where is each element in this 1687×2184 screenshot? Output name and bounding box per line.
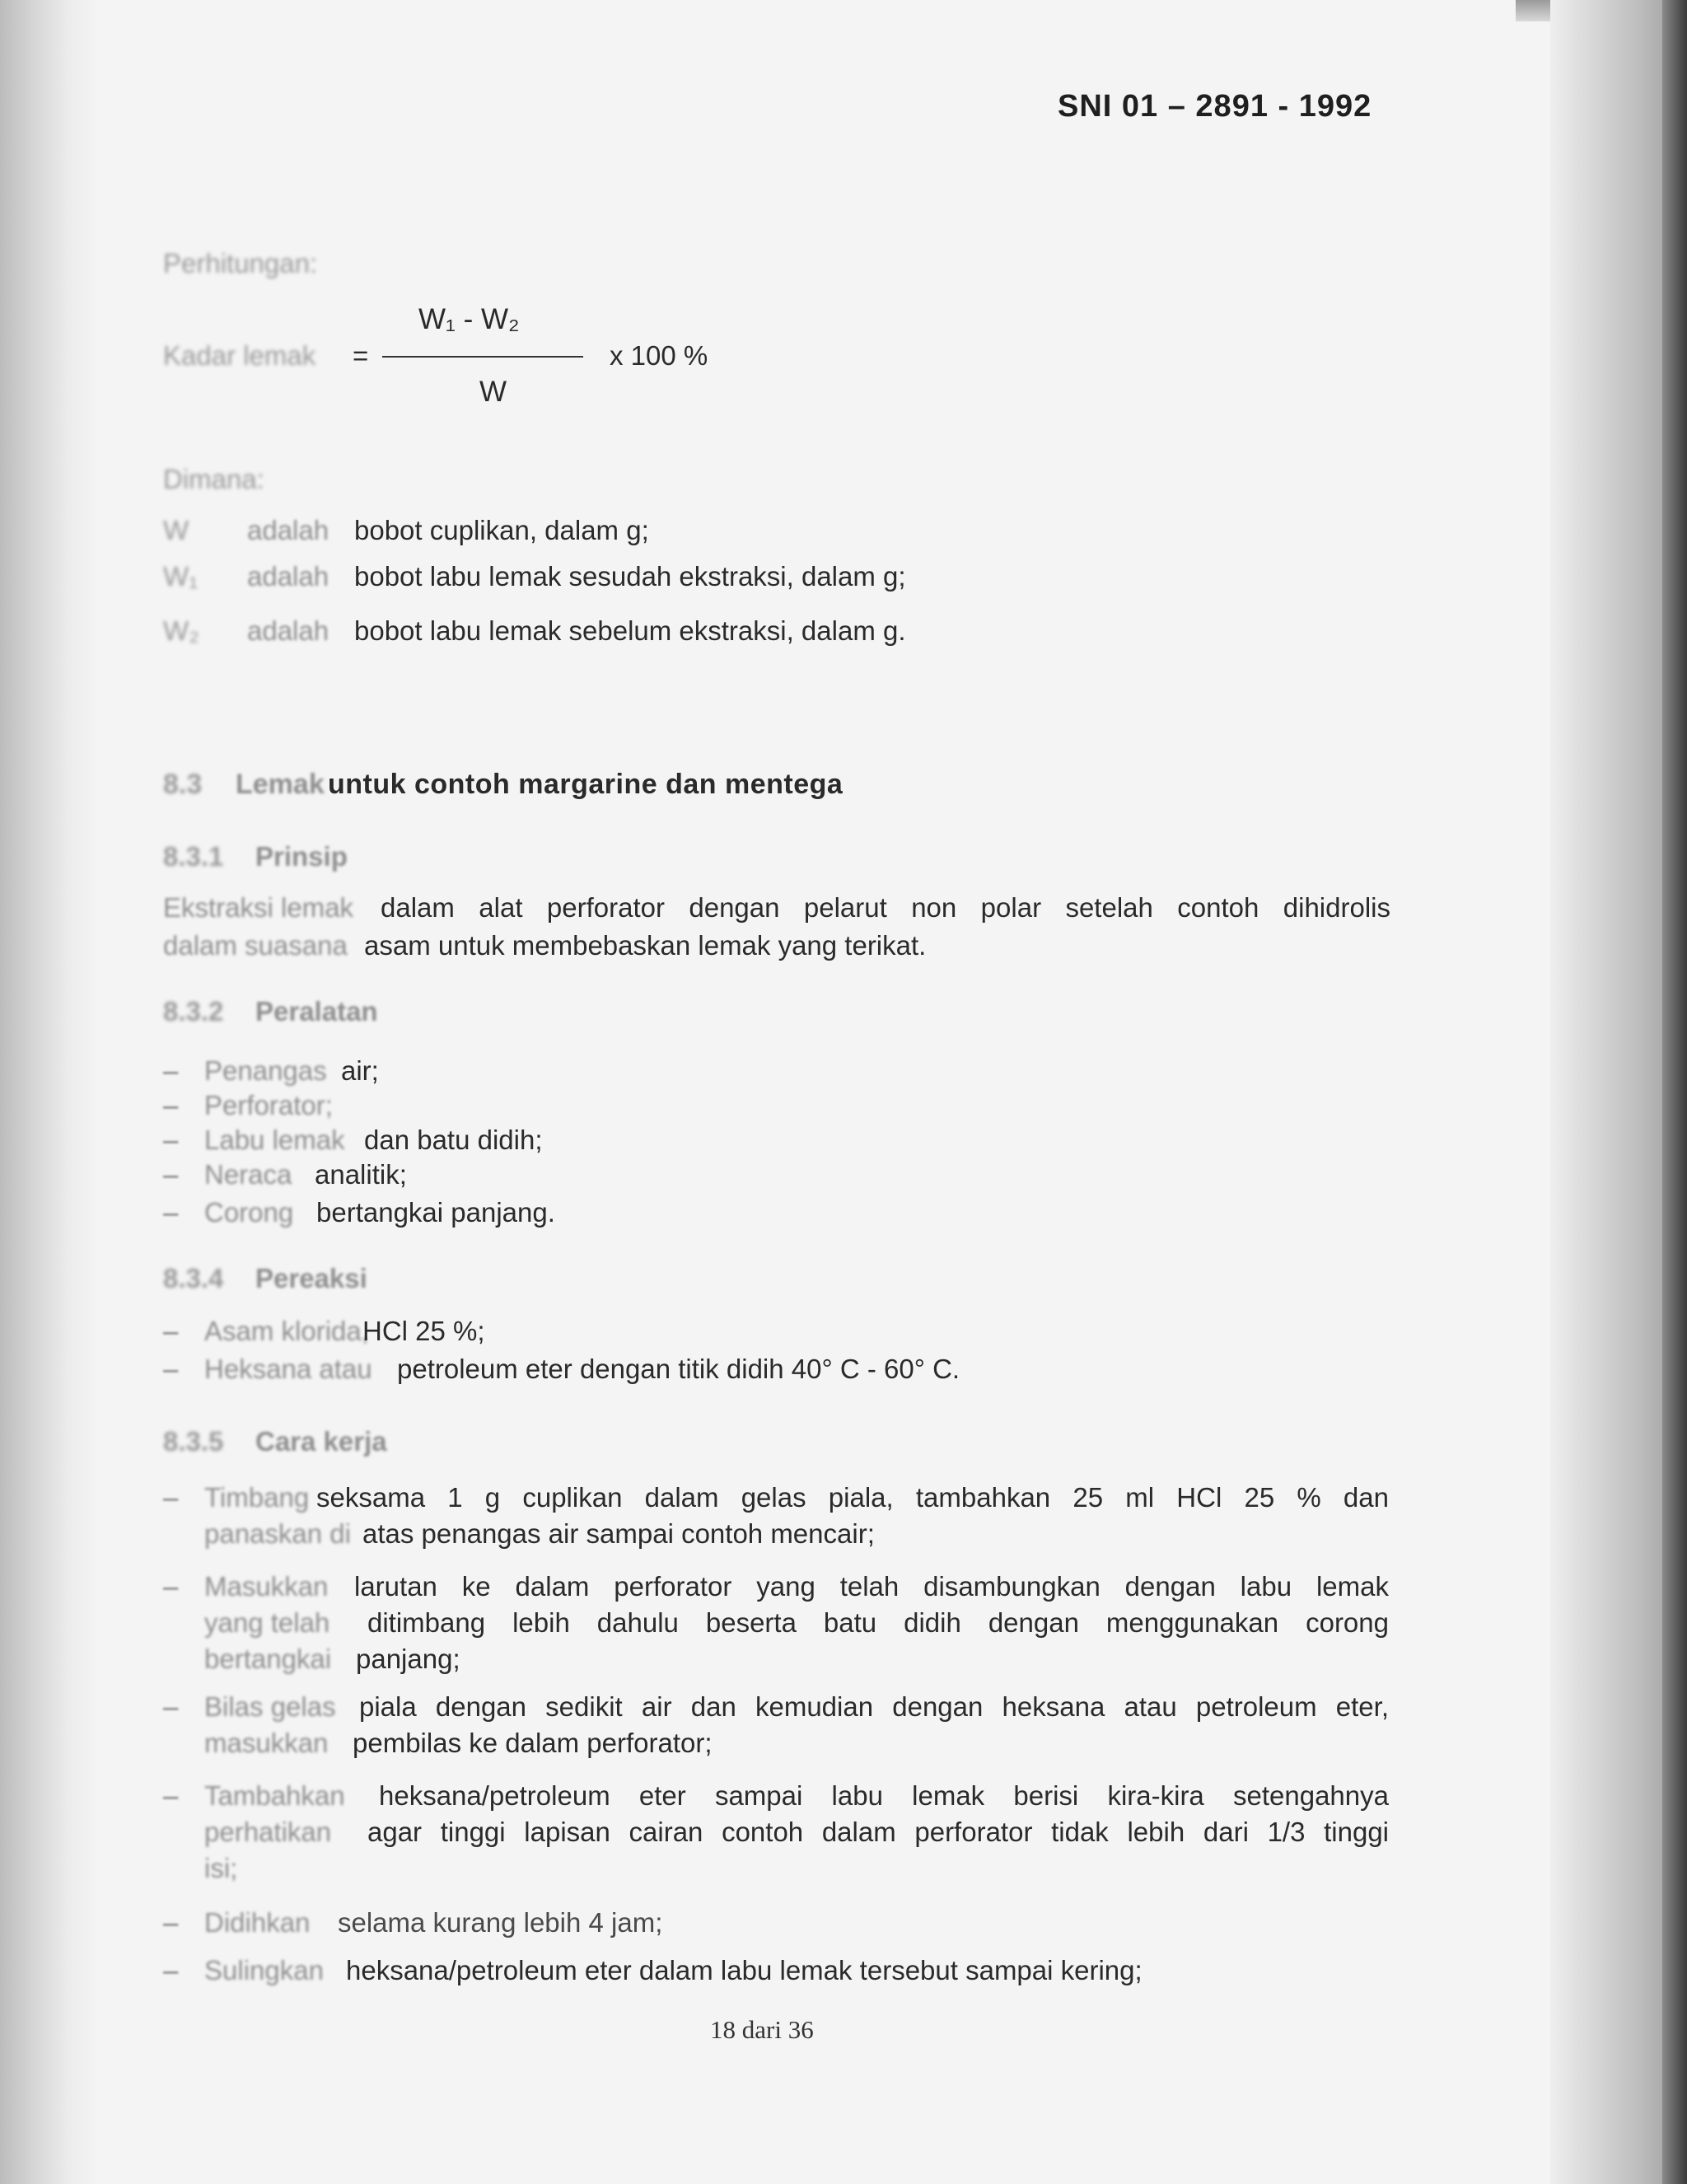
list-item-faded: Neraca bbox=[204, 1159, 292, 1190]
step-line-faded: Tambahkan bbox=[204, 1780, 345, 1811]
where-adalah: adalah bbox=[247, 561, 329, 592]
list-item-faded: Corong bbox=[204, 1197, 294, 1228]
list-item-faded: Perforator; bbox=[204, 1090, 333, 1120]
step-line bbox=[367, 1816, 1389, 1849]
list-item-text: dan batu didih; bbox=[364, 1125, 543, 1155]
list-dash: – bbox=[163, 1159, 179, 1190]
calc-heading: Perhitungan: bbox=[163, 248, 318, 278]
page-number: 18 dari 36 bbox=[710, 2015, 814, 2044]
list-dash: – bbox=[163, 1482, 179, 1513]
list-dash: – bbox=[163, 1125, 179, 1155]
step-line-text: larutan ke dalam perforator yang telah disambungkan dengan labu lemak bbox=[354, 1571, 1389, 1602]
prinsip-line2-faded: dalam suasana bbox=[163, 930, 348, 961]
step-line bbox=[354, 1570, 1389, 1603]
list-item-text: air; bbox=[341, 1055, 379, 1086]
formula-lhs: Kadar lemak bbox=[163, 340, 316, 371]
step-line: atas penangas air sampai contoh mencair; bbox=[362, 1518, 875, 1549]
subsection-number: 8.3.4 bbox=[163, 1263, 224, 1293]
prinsip-line2: asam untuk membebaskan lemak yang terikat. bbox=[364, 930, 927, 961]
list-dash: – bbox=[163, 1907, 179, 1938]
list-dash: – bbox=[163, 1090, 179, 1120]
step-line-faded: bertangkai bbox=[204, 1644, 332, 1674]
step-line: pembilas ke dalam perforator; bbox=[353, 1728, 713, 1758]
list-item-text: bertangkai panjang. bbox=[316, 1197, 555, 1228]
where-definition: bobot labu lemak sesudah ekstraksi, dalam g; bbox=[354, 561, 906, 592]
list-item-faded: Asam klorida, bbox=[204, 1316, 369, 1346]
formula-denominator: W bbox=[479, 376, 507, 408]
where-adalah: adalah bbox=[247, 615, 329, 646]
formula-factor: x 100 % bbox=[610, 340, 708, 371]
step-line-faded: panaskan di bbox=[204, 1518, 351, 1549]
list-item-text: analitik; bbox=[315, 1159, 407, 1190]
step-line-faded: isi; bbox=[204, 1853, 238, 1883]
list-item-text: HCl 25 %; bbox=[362, 1316, 485, 1346]
where-definition: bobot cuplikan, dalam g; bbox=[354, 515, 649, 545]
formula-equals: = bbox=[353, 340, 369, 371]
list-item-faded: Labu lemak bbox=[204, 1125, 345, 1155]
step-line-faded: Timbang bbox=[204, 1482, 310, 1513]
where-symbol: W₂ bbox=[163, 615, 199, 646]
list-dash: – bbox=[163, 1955, 179, 1985]
list-item-faded: Penangas bbox=[204, 1055, 327, 1086]
list-dash: – bbox=[163, 1691, 179, 1722]
subsection-title: Peralatan bbox=[255, 996, 378, 1027]
step-line-faded: perhatikan bbox=[204, 1817, 332, 1847]
step-line bbox=[316, 1481, 1389, 1514]
list-dash: – bbox=[163, 1354, 179, 1384]
subsection-number: 8.3.2 bbox=[163, 996, 224, 1027]
step-line: panjang; bbox=[356, 1644, 460, 1674]
step-line: heksana/petroleum eter dalam labu lemak tersebut sampai kering; bbox=[346, 1955, 1143, 1985]
subsection-title: Prinsip bbox=[255, 841, 348, 872]
step-line-faded: masukkan bbox=[204, 1728, 329, 1758]
step-line bbox=[359, 1691, 1389, 1723]
scan-binding-edge bbox=[1662, 0, 1687, 2184]
section-title: untuk contoh margarine dan mentega bbox=[328, 769, 844, 800]
step-line-text: seksama 1 g cuplikan dalam gelas piala, tambahkan 25 ml HCl 25 % dan bbox=[316, 1482, 1389, 1513]
where-symbol: W₁ bbox=[163, 561, 199, 592]
list-dash: – bbox=[163, 1055, 179, 1086]
step-line-text: piala dengan sedikit air dan kemudian dengan heksana atau petroleum eter, bbox=[359, 1691, 1389, 1722]
prinsip-line1 bbox=[381, 891, 1390, 924]
where-symbol: W bbox=[163, 515, 189, 545]
formula-numerator: W₁ - W₂ bbox=[418, 303, 520, 335]
section-number: 8.3 bbox=[163, 769, 203, 800]
prinsip-line1-faded: Ekstraksi lemak bbox=[163, 892, 354, 923]
list-dash: – bbox=[163, 1197, 179, 1228]
step-line bbox=[367, 1606, 1389, 1639]
step-line-faded: Masukkan bbox=[204, 1571, 329, 1602]
list-dash: – bbox=[163, 1780, 179, 1811]
subsection-title: Pereaksi bbox=[255, 1263, 367, 1293]
where-heading: Dimana: bbox=[163, 464, 264, 494]
subsection-number: 8.3.1 bbox=[163, 841, 224, 872]
where-adalah: adalah bbox=[247, 515, 329, 545]
subsection-number: 8.3.5 bbox=[163, 1426, 224, 1457]
where-definition: bobot labu lemak sebelum ekstraksi, dalam g. bbox=[354, 615, 906, 646]
step-line: selama kurang lebih 4 jam; bbox=[338, 1907, 663, 1938]
section-title-faded: Lemak bbox=[236, 769, 325, 800]
step-line-text: ditimbang lebih dahulu beserta batu didih dengan menggunakan corong bbox=[367, 1607, 1389, 1638]
step-line-faded: Bilas gelas bbox=[204, 1691, 336, 1722]
list-dash: – bbox=[163, 1571, 179, 1602]
step-line-text: agar tinggi lapisan cairan contoh dalam perforator tidak lebih dari 1/3 tinggi bbox=[367, 1817, 1389, 1847]
prinsip-line1-text: dalam alat perforator dengan pelarut non polar setelah contoh dihidrolis bbox=[381, 892, 1390, 923]
step-line-faded: Sulingkan bbox=[204, 1955, 324, 1985]
subsection-title: Cara kerja bbox=[255, 1426, 387, 1457]
formula-fraction-bar bbox=[382, 356, 583, 358]
scan-left-shadow bbox=[0, 0, 99, 2184]
step-line-faded: Didihkan bbox=[204, 1907, 311, 1938]
list-item-faded: Heksana atau bbox=[204, 1354, 372, 1384]
step-line bbox=[379, 1779, 1389, 1812]
document-code: SNI 01 – 2891 - 1992 bbox=[1058, 89, 1372, 124]
step-line-text: heksana/petroleum eter sampai labu lemak berisi kira-kira setengahnya bbox=[379, 1780, 1389, 1811]
list-dash: – bbox=[163, 1316, 179, 1346]
step-line-faded: yang telah bbox=[204, 1607, 330, 1638]
list-item-text: petroleum eter dengan titik didih 40° C - 60° C. bbox=[397, 1354, 960, 1384]
